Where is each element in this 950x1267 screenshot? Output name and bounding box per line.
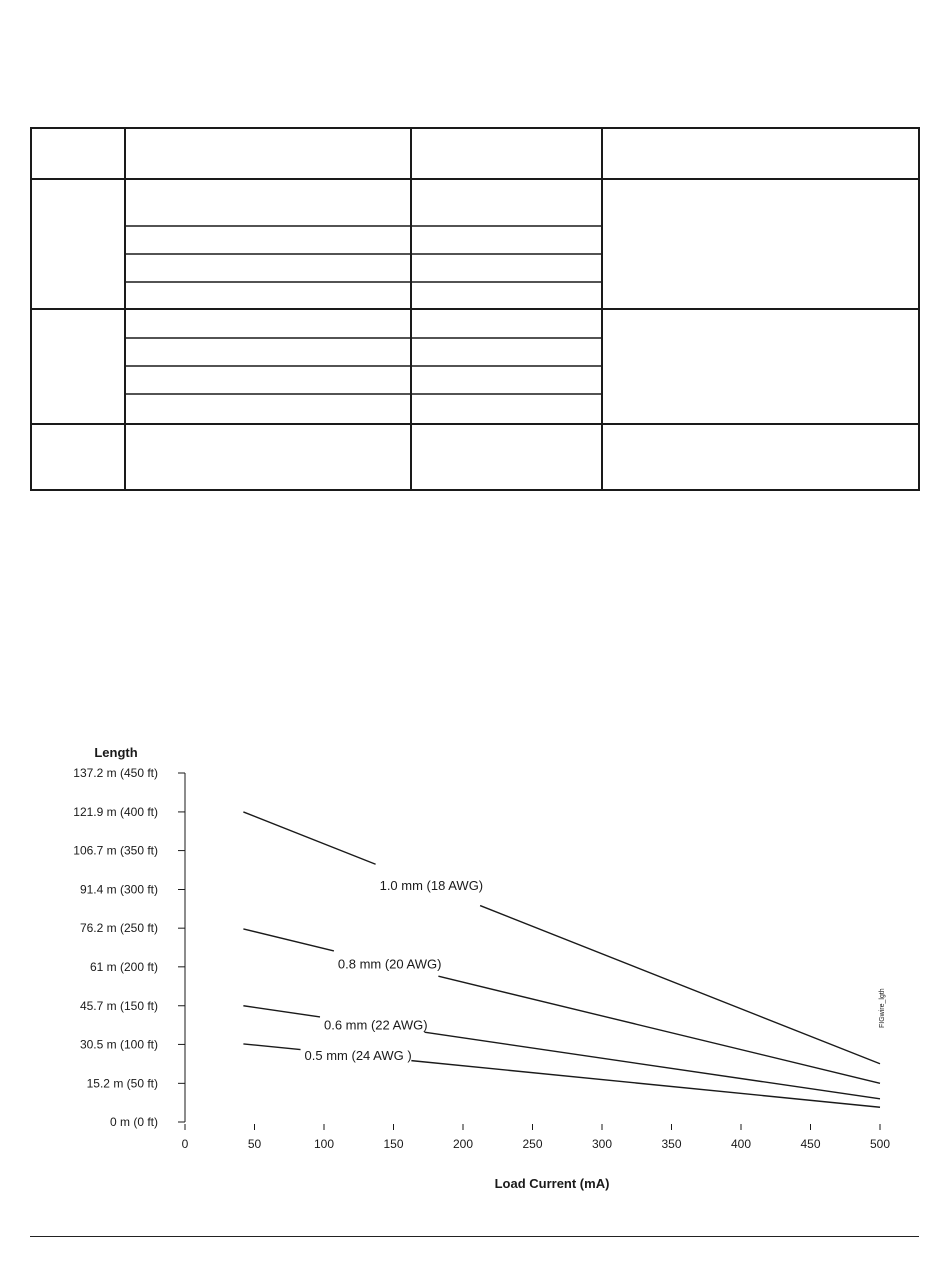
x-tick-label-2: 100 bbox=[313, 1137, 335, 1151]
y-axis-ticks bbox=[73, 766, 185, 1129]
footer-rule bbox=[30, 1236, 919, 1237]
series-line-1-segment-1 bbox=[438, 976, 880, 1083]
x-axis-ticks bbox=[182, 1124, 891, 1151]
x-tick-label-10: 500 bbox=[869, 1137, 891, 1151]
x-tick-label-3: 150 bbox=[383, 1137, 404, 1151]
x-tick-label-1: 50 bbox=[247, 1137, 262, 1151]
y-tick-label-5: 76.2 m (250 ft) bbox=[79, 921, 158, 936]
series-line-2-segment-0 bbox=[243, 1006, 320, 1017]
series-label-1: 0.8 mm (20 AWG) bbox=[337, 956, 442, 972]
x-tick-label-4: 200 bbox=[452, 1137, 474, 1151]
y-tick-label-3: 45.7 m (150 ft) bbox=[79, 998, 158, 1013]
series-line-0-segment-1 bbox=[480, 906, 880, 1064]
figure-id-note: FIGwire_lgth bbox=[879, 988, 886, 1028]
series-labels bbox=[305, 878, 484, 1063]
x-tick-label-7: 350 bbox=[661, 1137, 682, 1151]
series-label-3: 0.5 mm (24 AWG ) bbox=[304, 1048, 412, 1064]
y-tick-label-6: 91.4 m (300 ft) bbox=[79, 882, 158, 897]
y-tick-label-2: 30.5 m (100 ft) bbox=[79, 1037, 158, 1052]
y-tick-label-8: 121.9 m (400 ft) bbox=[73, 804, 158, 819]
series-line-1-segment-0 bbox=[243, 929, 334, 951]
series-label-0: 1.0 mm (18 AWG) bbox=[379, 877, 484, 893]
x-axis-title: Load Current (mA) bbox=[494, 1176, 610, 1191]
y-tick-label-1: 15.2 m (50 ft) bbox=[86, 1076, 158, 1091]
y-tick-label-9: 137.2 m (450 ft) bbox=[73, 766, 158, 780]
x-tick-label-9: 450 bbox=[800, 1137, 821, 1151]
y-tick-label-0: 0 m (0 ft) bbox=[109, 1115, 158, 1129]
series-line-3-segment-1 bbox=[411, 1061, 880, 1108]
x-tick-label-5: 250 bbox=[522, 1137, 543, 1151]
y-tick-label-7: 106.7 m (350 ft) bbox=[73, 843, 158, 858]
series-line-0-segment-0 bbox=[243, 812, 375, 864]
x-tick-label-6: 300 bbox=[591, 1137, 613, 1151]
series-line-3-segment-0 bbox=[243, 1044, 300, 1050]
y-axis-title: Length bbox=[94, 745, 138, 760]
series-line-2-segment-1 bbox=[425, 1032, 881, 1099]
x-tick-label-0: 0 bbox=[181, 1137, 189, 1151]
series-label-2: 0.6 mm (22 AWG) bbox=[324, 1017, 428, 1033]
x-tick-label-8: 400 bbox=[730, 1137, 752, 1151]
y-tick-label-4: 61 m (200 ft) bbox=[89, 959, 158, 974]
